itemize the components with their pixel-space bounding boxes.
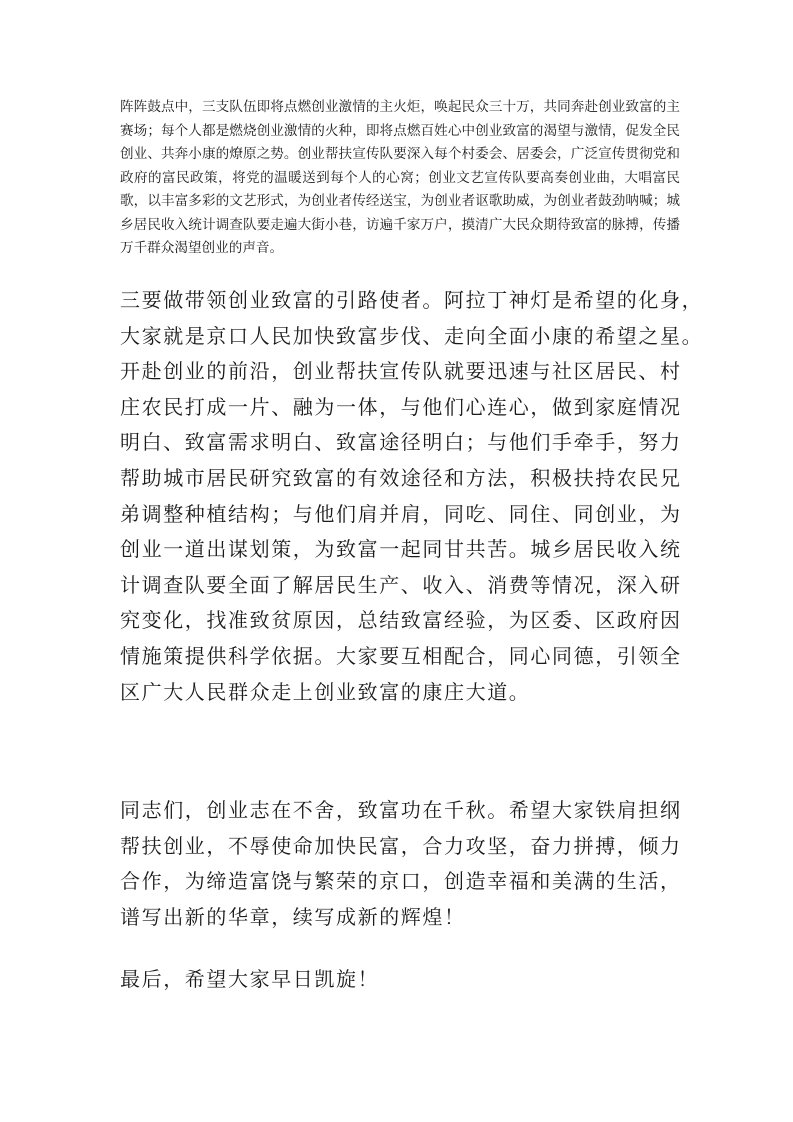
- paragraph-3: [120, 793, 685, 935]
- paragraph-4: [120, 962, 685, 998]
- paragraph-3-line: 同志们，创业志在不舍，致富功在千秋。希望大家铁肩担纲: [120, 798, 682, 822]
- paragraph-2-line: 情施策提供科学依据。大家要互相配合，同心同德，引领全: [120, 643, 682, 668]
- paragraph-4-line: 最后，希望大家早日凯旋！: [120, 967, 380, 991]
- paragraph-2-line: 庄农民打成一片、融为一体，与他们心连心，做到家庭情况: [120, 394, 682, 419]
- paragraph-2-line: 明白、致富需求明白、致富途径明白；与他们手牵手，努力: [120, 430, 682, 455]
- paragraph-2-line: 区广大人民群众走上创业致富的康庄大道。: [120, 679, 531, 704]
- paragraph-3-line: 帮扶创业，不辱使命加快民富，合力攻坚，奋力拼搏，倾力: [120, 833, 682, 858]
- paragraph-3-line: 谱写出新的华章，续写成新的辉煌！: [120, 904, 466, 929]
- paragraph-2-line: 帮助城市居民研究致富的有效途径和方法，积极扶持农民兄: [120, 465, 682, 490]
- paragraph-2-line: 创业一道出谋划策，为致富一起同甘共苦。城乡居民收入统: [120, 537, 682, 562]
- paragraph-2-line: 开赴创业的前沿，创业帮扶宣传队就要迅速与社区居民、村: [120, 359, 682, 384]
- paragraph-2-line: 计调查队要全面了解居民生产、收入、消费等情况，深入研: [120, 572, 682, 597]
- paragraph-3-line: 合作，为缔造富饶与繁荣的京口，创造幸福和美满的生活，: [120, 869, 682, 894]
- paragraph-2-line: 究变化，找准致贫原因，总结致富经验，为区委、区政府因: [120, 608, 682, 633]
- paragraph-2-line: 三要做带领创业致富的引路使者。阿拉丁神灯是希望的化身，: [120, 288, 704, 312]
- paragraph-2-line: 大家就是京口人民加快致富步伐、走向全面小康的希望之星。: [120, 323, 704, 348]
- paragraph-2: [120, 283, 704, 710]
- paragraph-2-line: 弟调整种植结构；与他们肩并肩，同吃、同住、同创业，为: [120, 501, 682, 526]
- paragraph-1: 阵阵鼓点中，三支队伍即将点燃创业激情的主火炬，唤起民众三十万，共同奔赴创业致富的主赛场；每个人都是燃烧创业激情的火种，即将点燃百姓心中创业致富的渴望与激情，促发全民创业、共奔小康的燎原之势。创业帮扶宣传队要深入每个村委会、居委会，广泛宣传贯彻党和政府的富民政策，将党的温暖送到每个人的心窝；创业文艺宣传队要高奏创业曲，大唱富民歌，以丰富多彩的文艺形式，为创业者传经送宝，为创业者讴歌助威，为创业者鼓劲呐喊；城乡居民收入统计调查队要走遍大街小巷，访遍千家万户，摸清广大民众期待致富的脉搏，传播万千群众渴望创业的声音。: [120, 99, 680, 256]
